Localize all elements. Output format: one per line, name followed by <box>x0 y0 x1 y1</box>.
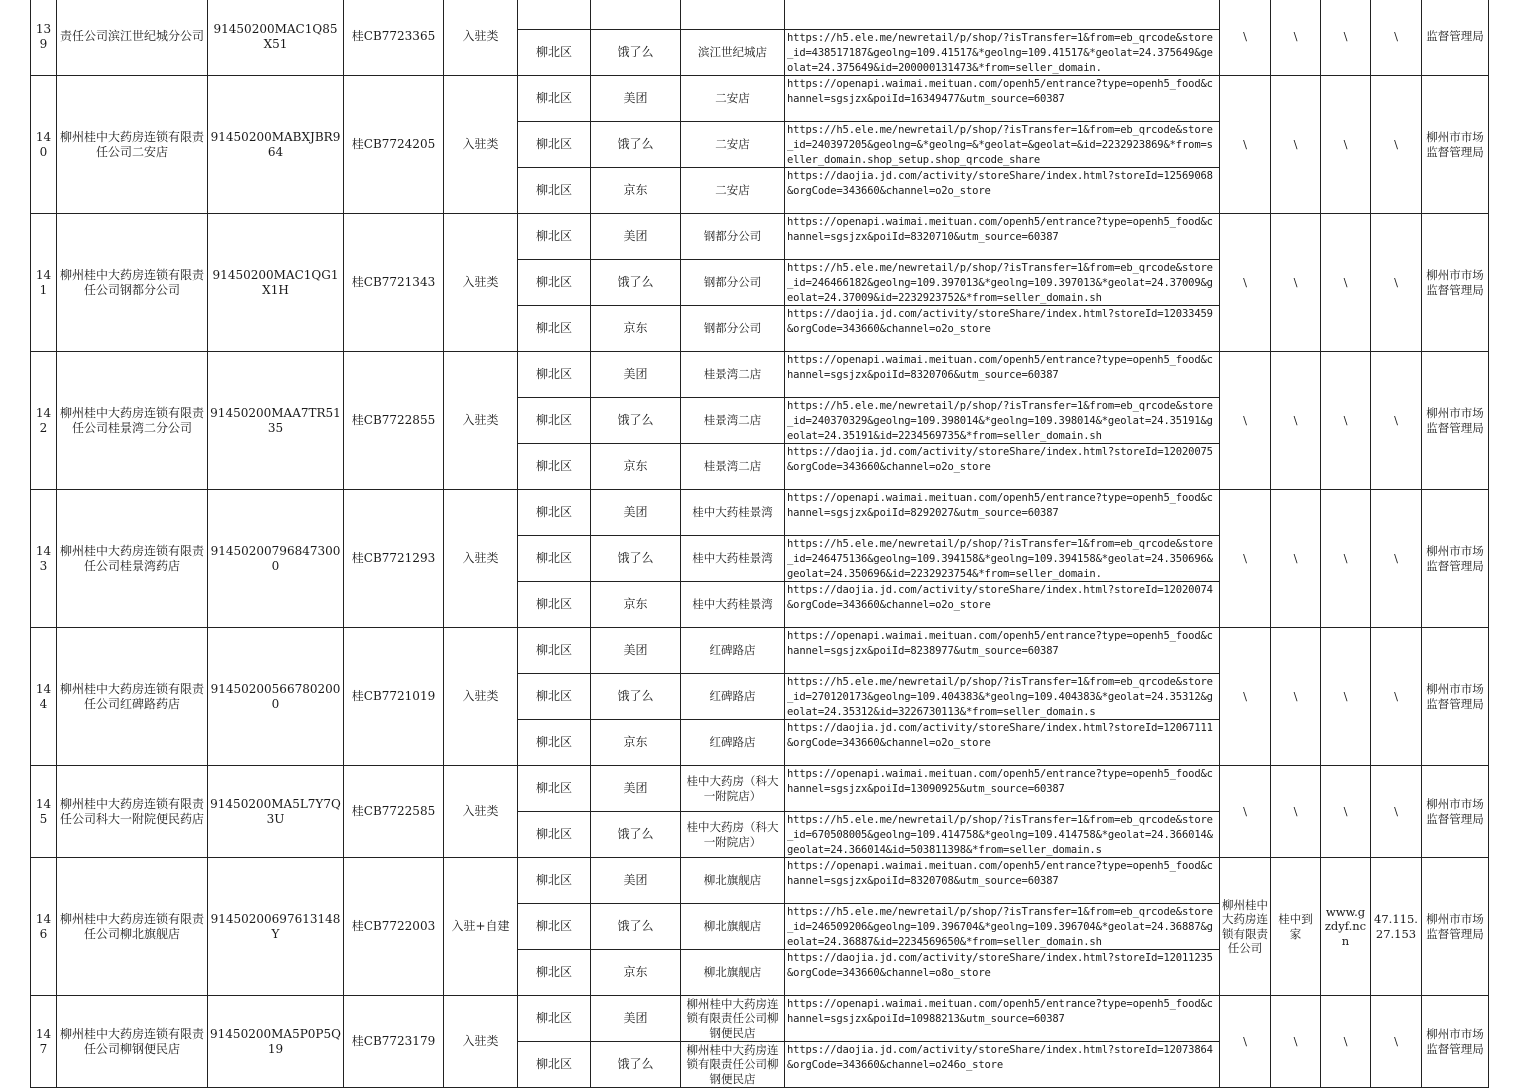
store-url-link[interactable] <box>787 0 1218 29</box>
cell-self-op-ip: \ <box>1371 0 1422 76</box>
cell-company-name: 柳州桂中大药房连锁有限责任公司桂景湾二分公司 <box>57 352 208 490</box>
cell-district: 柳北区 <box>518 858 591 904</box>
cell-self-op-company: \ <box>1220 352 1271 490</box>
cell-store-name: 滨江世纪城店 <box>681 30 785 76</box>
cell-platform: 京东 <box>591 444 681 490</box>
cell-self-op-name: \ <box>1271 490 1321 628</box>
cell-seq-no: 147 <box>31 996 57 1088</box>
cell-self-op-domain: \ <box>1321 996 1371 1088</box>
cell-store-url <box>785 352 1220 398</box>
cell-authority: 柳州市市场监督管理局 <box>1422 766 1489 858</box>
cell-platform: 饿了么 <box>591 674 681 720</box>
cell-store-url <box>785 214 1220 260</box>
cell-district: 柳北区 <box>518 490 591 536</box>
cell-platform: 京东 <box>591 950 681 996</box>
cell-authority: 柳州市市场监督管理局 <box>1422 76 1489 214</box>
cell-store-name: 二安店 <box>681 122 785 168</box>
cell-store-name: 桂景湾二店 <box>681 444 785 490</box>
cell-seq-no: 139 <box>31 0 57 76</box>
cell-license-no: 桂CB7723179 <box>344 996 444 1088</box>
cell-seq-no: 142 <box>31 352 57 490</box>
table-row <box>31 352 1489 398</box>
cell-license-no: 桂CB7723365 <box>344 0 444 76</box>
cell-company-name: 柳州桂中大药房连锁有限责任公司红碑路药店 <box>57 628 208 766</box>
cell-company-name: 柳州桂中大药房连锁有限责任公司柳北旗舰店 <box>57 858 208 996</box>
cell-license-no: 桂CB7722003 <box>344 858 444 996</box>
cell-store-url <box>785 720 1220 766</box>
store-url-link[interactable]: https://daojia.jd.com/activity/storeShare/index.html?storeId=12020075&orgCode=343660&channel=o2o_store <box>787 446 1213 473</box>
cell-store-name: 钢都分公司 <box>681 214 785 260</box>
cell-seq-no: 143 <box>31 490 57 628</box>
cell-credit-code: 914502005667802000 <box>208 628 344 766</box>
cell-seq-no: 140 <box>31 76 57 214</box>
store-url-link[interactable]: https://openapi.waimai.meituan.com/openh5/entrance?type=openh5_food&channel=sgsjzx&poiId=8320706&utm_source=60387 <box>787 354 1213 381</box>
cell-company-name: 柳州桂中大药房连锁有限责任公司二安店 <box>57 76 208 214</box>
cell-platform: 京东 <box>591 306 681 352</box>
cell-district: 柳北区 <box>518 444 591 490</box>
cell-platform: 饿了么 <box>591 1042 681 1088</box>
cell-district: 柳北区 <box>518 720 591 766</box>
cell-store-url <box>785 858 1220 904</box>
cell-authority: 柳州市市场监督管理局 <box>1422 858 1489 996</box>
cell-authority: 柳州市市场监督管理局 <box>1422 214 1489 352</box>
cell-self-op-ip: \ <box>1371 76 1422 214</box>
cell-credit-code: 91450200697613148Y <box>208 858 344 996</box>
cell-store-type: 入驻类 <box>444 490 518 628</box>
cell-platform <box>591 0 681 30</box>
cell-district: 柳北区 <box>518 30 591 76</box>
cell-platform: 饿了么 <box>591 398 681 444</box>
cell-district: 柳北区 <box>518 628 591 674</box>
cell-store-name: 钢都分公司 <box>681 306 785 352</box>
cell-self-op-ip: \ <box>1371 214 1422 352</box>
store-url-link[interactable]: https://daojia.jd.com/activity/storeShare/index.html?storeId=12033459&orgCode=343660&channel=o2o_store <box>787 308 1213 335</box>
store-url-link[interactable]: https://h5.ele.me/newretail/p/shop/?isTransfer=1&from=eb_qrcode&store_id=246509206&geolng=109.396704&*geolng=109.396704&*geolat=24.36887&geolat=24.36887&id=2234569650&*from=seller_domain.sh <box>787 906 1213 948</box>
store-url-link[interactable]: https://daojia.jd.com/activity/storeShare/index.html?storeId=12067111&orgCode=343660&channel=o2o_store <box>787 722 1213 749</box>
cell-store-url <box>785 1042 1220 1088</box>
store-registry-table <box>30 0 1489 1088</box>
cell-self-op-company: \ <box>1220 766 1271 858</box>
cell-store-name: 桂景湾二店 <box>681 398 785 444</box>
store-url-link[interactable]: https://openapi.waimai.meituan.com/openh5/entrance?type=openh5_food&channel=sgsjzx&poiId=8320708&utm_source=60387 <box>787 860 1213 887</box>
cell-self-op-company: \ <box>1220 76 1271 214</box>
cell-self-op-ip: \ <box>1371 628 1422 766</box>
cell-store-url <box>785 76 1220 122</box>
cell-authority: 柳州市市场监督管理局 <box>1422 996 1489 1088</box>
cell-store-url <box>785 628 1220 674</box>
cell-company-name: 柳州桂中大药房连锁有限责任公司科大一附院便民药店 <box>57 766 208 858</box>
table-row <box>31 628 1489 674</box>
cell-platform: 饿了么 <box>591 904 681 950</box>
cell-district <box>518 0 591 30</box>
cell-company-name: 柳州桂中大药房连锁有限责任公司桂景湾药店 <box>57 490 208 628</box>
cell-platform: 京东 <box>591 168 681 214</box>
cell-store-url <box>785 904 1220 950</box>
cell-district: 柳北区 <box>518 904 591 950</box>
table-row <box>31 0 1489 30</box>
cell-store-type: 入驻类 <box>444 766 518 858</box>
cell-store-url <box>785 398 1220 444</box>
cell-self-op-domain: \ <box>1321 490 1371 628</box>
cell-platform: 美团 <box>591 766 681 812</box>
store-url-link[interactable]: https://openapi.waimai.meituan.com/openh5/entrance?type=openh5_food&channel=sgsjzx&poiId=16349477&utm_source=60387 <box>787 78 1213 105</box>
cell-platform: 饿了么 <box>591 812 681 858</box>
cell-store-name: 柳州桂中大药房连锁有限责任公司柳钢便民店 <box>681 1042 785 1088</box>
cell-district: 柳北区 <box>518 306 591 352</box>
cell-credit-code: 91450200MAA7TR5135 <box>208 352 344 490</box>
cell-district: 柳北区 <box>518 352 591 398</box>
cell-store-url <box>785 122 1220 168</box>
cell-self-op-domain: \ <box>1321 628 1371 766</box>
cell-self-op-company: \ <box>1220 996 1271 1088</box>
cell-self-op-domain: \ <box>1321 766 1371 858</box>
store-url-link[interactable]: https://daojia.jd.com/activity/storeShare/index.html?storeId=12569068&orgCode=343660&channel=o2o_store <box>787 170 1213 197</box>
cell-seq-no: 144 <box>31 628 57 766</box>
cell-store-url <box>785 260 1220 306</box>
cell-platform: 饿了么 <box>591 122 681 168</box>
cell-self-op-name: \ <box>1271 628 1321 766</box>
cell-self-op-ip: \ <box>1371 490 1422 628</box>
cell-district: 柳北区 <box>518 582 591 628</box>
cell-self-op-name: \ <box>1271 76 1321 214</box>
cell-store-url <box>785 444 1220 490</box>
cell-self-op-name: 桂中到家 <box>1271 858 1321 996</box>
cell-store-type: 入驻类 <box>444 352 518 490</box>
cell-self-op-company: \ <box>1220 0 1271 76</box>
cell-store-name: 二安店 <box>681 168 785 214</box>
cell-self-op-company: 柳州桂中大药房连锁有限责任公司 <box>1220 858 1271 996</box>
cell-store-url <box>785 582 1220 628</box>
cell-store-url <box>785 766 1220 812</box>
cell-store-name: 柳北旗舰店 <box>681 950 785 996</box>
cell-store-type: 入驻类 <box>444 628 518 766</box>
cell-district: 柳北区 <box>518 1042 591 1088</box>
cell-platform: 美团 <box>591 352 681 398</box>
cell-store-url <box>785 30 1220 76</box>
cell-store-url <box>785 996 1220 1042</box>
cell-district: 柳北区 <box>518 674 591 720</box>
cell-self-op-name: \ <box>1271 352 1321 490</box>
cell-store-type: 入驻类 <box>444 214 518 352</box>
cell-store-url <box>785 812 1220 858</box>
cell-self-op-ip: 47.115.27.153 <box>1371 858 1422 996</box>
cell-platform: 美团 <box>591 628 681 674</box>
spreadsheet-page <box>30 0 1488 1086</box>
cell-district: 柳北区 <box>518 76 591 122</box>
cell-platform: 京东 <box>591 582 681 628</box>
cell-store-type: 入驻类 <box>444 996 518 1088</box>
cell-company-name: 柳州桂中大药房连锁有限责任公司钢都分公司 <box>57 214 208 352</box>
store-url-link[interactable]: https://h5.ele.me/newretail/p/shop/?isTransfer=1&from=eb_qrcode&store_id=670508005&geolng=109.414758&*geolng=109.414758&*geolat=24.366014&geolat=24.366014&id=503811398&*from=seller_domain.s <box>787 814 1213 856</box>
cell-self-op-ip: \ <box>1371 996 1422 1088</box>
cell-self-op-name: \ <box>1271 996 1321 1088</box>
cell-self-op-company: \ <box>1220 490 1271 628</box>
cell-store-name: 红碑路店 <box>681 674 785 720</box>
cell-store-name: 桂中大药房（科大一附院店） <box>681 766 785 812</box>
cell-license-no: 桂CB7722855 <box>344 352 444 490</box>
cell-district: 柳北区 <box>518 950 591 996</box>
cell-store-url <box>785 536 1220 582</box>
cell-seq-no: 141 <box>31 214 57 352</box>
store-url-link[interactable]: https://daojia.jd.com/activity/storeShare/index.html?storeId=12020074&orgCode=343660&channel=o2o_store <box>787 584 1213 611</box>
cell-self-op-company: \ <box>1220 214 1271 352</box>
cell-store-type: 入驻类 <box>444 0 518 76</box>
cell-license-no: 桂CB7722585 <box>344 766 444 858</box>
cell-district: 柳北区 <box>518 398 591 444</box>
cell-district: 柳北区 <box>518 260 591 306</box>
store-url-link[interactable]: https://openapi.waimai.meituan.com/openh5/entrance?type=openh5_food&channel=sgsjzx&poiId=10988213&utm_source=60387 <box>787 998 1213 1025</box>
cell-company-name: 责任公司滨江世纪城分公司 <box>57 0 208 76</box>
cell-self-op-domain: www.gzdyf.ncn <box>1321 858 1371 996</box>
store-url-link[interactable]: https://h5.ele.me/newretail/p/shop/?isTransfer=1&from=eb_qrcode&store_id=246466182&geolng=109.397013&*geolng=109.397013&*geolat=24.37009&geolat=24.37009&id=2232923752&*from=seller_domain.sh <box>787 262 1213 304</box>
cell-license-no: 桂CB7721343 <box>344 214 444 352</box>
table-row <box>31 76 1489 122</box>
cell-license-no: 桂CB7721019 <box>344 628 444 766</box>
cell-district: 柳北区 <box>518 536 591 582</box>
cell-store-name: 柳北旗舰店 <box>681 858 785 904</box>
cell-platform: 饿了么 <box>591 536 681 582</box>
cell-store-name: 桂中大药桂景湾 <box>681 582 785 628</box>
cell-credit-code: 91450200MA5L7Y7Q3U <box>208 766 344 858</box>
cell-platform: 美团 <box>591 214 681 260</box>
store-url-link[interactable]: https://daojia.jd.com/activity/storeShare/index.html?storeId=12073864&orgCode=343660&channel=o246o_store <box>787 1044 1213 1071</box>
cell-self-op-ip: \ <box>1371 352 1422 490</box>
cell-self-op-domain: \ <box>1321 214 1371 352</box>
store-url-link[interactable]: https://h5.ele.me/newretail/p/shop/?isTransfer=1&from=eb_qrcode&store_id=240397205&geolng=&*geolng=&*geolat=&geolat=&id=2232923869&*from=seller_domain.shop_setup.shop_qrcode_share <box>787 124 1213 166</box>
cell-self-op-domain: \ <box>1321 0 1371 76</box>
cell-district: 柳北区 <box>518 214 591 260</box>
cell-authority: 柳州市市场监督管理局 <box>1422 352 1489 490</box>
cell-store-name: 钢都分公司 <box>681 260 785 306</box>
cell-platform: 饿了么 <box>591 30 681 76</box>
cell-store-name: 二安店 <box>681 76 785 122</box>
cell-self-op-name: \ <box>1271 766 1321 858</box>
table-row <box>31 996 1489 1042</box>
cell-platform: 美团 <box>591 858 681 904</box>
cell-license-no: 桂CB7721293 <box>344 490 444 628</box>
cell-self-op-ip: \ <box>1371 766 1422 858</box>
cell-district: 柳北区 <box>518 122 591 168</box>
cell-store-url <box>785 168 1220 214</box>
cell-seq-no: 146 <box>31 858 57 996</box>
cell-store-url <box>785 306 1220 352</box>
cell-district: 柳北区 <box>518 766 591 812</box>
store-url-link[interactable]: https://h5.ele.me/newretail/p/shop/?isTransfer=1&from=eb_qrcode&store_id=246475136&geolng=109.394158&*geolng=109.394158&*geolat=24.350696&geolat=24.350696&id=2232923754&*from=seller_domain. <box>787 538 1213 580</box>
cell-credit-code: 91450200MABXJBR964 <box>208 76 344 214</box>
cell-store-url <box>785 490 1220 536</box>
cell-credit-code: 91450200MAC1QG1X1H <box>208 214 344 352</box>
store-url-link[interactable]: https://openapi.waimai.meituan.com/openh5/entrance?type=openh5_food&channel=sgsjzx&poiId=8292027&utm_source=60387 <box>787 492 1213 519</box>
cell-self-op-domain: \ <box>1321 352 1371 490</box>
cell-platform: 美团 <box>591 76 681 122</box>
cell-credit-code: 914502007968473000 <box>208 490 344 628</box>
cell-credit-code: 91450200MA5P0P5Q19 <box>208 996 344 1088</box>
store-url-link[interactable]: https://openapi.waimai.meituan.com/openh5/entrance?type=openh5_food&channel=sgsjzx&poiId=8238977&utm_source=60387 <box>787 630 1213 657</box>
cell-authority: 柳州市市场监督管理局 <box>1422 628 1489 766</box>
table-row <box>31 766 1489 812</box>
store-url-link[interactable]: https://daojia.jd.com/activity/storeShare/index.html?storeId=12011235&orgCode=343660&channel=o8o_store <box>787 952 1213 979</box>
cell-store-name: 桂中大药房（科大一附院店） <box>681 812 785 858</box>
cell-self-op-name: \ <box>1271 0 1321 76</box>
cell-credit-code: 91450200MAC1Q85X51 <box>208 0 344 76</box>
store-url-link[interactable]: https://h5.ele.me/newretail/p/shop/?isTransfer=1&from=eb_qrcode&store_id=438517187&geolng=109.41517&*geolng=109.41517&*geolat=24.375649&geolat=24.375649&id=200000131473&*from=seller_domain. <box>787 32 1213 74</box>
cell-store-url <box>785 674 1220 720</box>
table-row <box>31 858 1489 904</box>
cell-self-op-domain: \ <box>1321 76 1371 214</box>
cell-district: 柳北区 <box>518 168 591 214</box>
cell-store-url <box>785 0 1220 30</box>
cell-store-name: 桂景湾二店 <box>681 352 785 398</box>
cell-store-name: 桂中大药桂景湾 <box>681 490 785 536</box>
cell-store-name: 红碑路店 <box>681 628 785 674</box>
cell-license-no: 桂CB7724205 <box>344 76 444 214</box>
cell-platform: 京东 <box>591 720 681 766</box>
store-url-link[interactable]: https://openapi.waimai.meituan.com/openh5/entrance?type=openh5_food&channel=sgsjzx&poiId=13090925&utm_source=60387 <box>787 768 1213 795</box>
cell-store-name: 红碑路店 <box>681 720 785 766</box>
cell-district: 柳北区 <box>518 996 591 1042</box>
cell-self-op-company: \ <box>1220 628 1271 766</box>
cell-platform: 饿了么 <box>591 260 681 306</box>
cell-authority: 监督管理局 <box>1422 0 1489 76</box>
store-url-link[interactable]: https://openapi.waimai.meituan.com/openh5/entrance?type=openh5_food&channel=sgsjzx&poiId=8320710&utm_source=60387 <box>787 216 1213 243</box>
table-row <box>31 490 1489 536</box>
cell-self-op-name: \ <box>1271 214 1321 352</box>
cell-store-type: 入驻类 <box>444 76 518 214</box>
table-row <box>31 214 1489 260</box>
cell-district: 柳北区 <box>518 812 591 858</box>
cell-seq-no: 145 <box>31 766 57 858</box>
cell-platform: 美团 <box>591 490 681 536</box>
store-url-link[interactable]: https://h5.ele.me/newretail/p/shop/?isTransfer=1&from=eb_qrcode&store_id=240370329&geolng=109.398014&*geolng=109.398014&*geolat=24.35191&geolat=24.35191&id=2234569735&*from=seller_domain.sh <box>787 400 1213 442</box>
store-url-link[interactable]: https://h5.ele.me/newretail/p/shop/?isTransfer=1&from=eb_qrcode&store_id=270120173&geolng=109.404383&*geolng=109.404383&*geolat=24.35312&geolat=24.35312&id=3226730113&*from=seller_domain.s <box>787 676 1213 718</box>
cell-company-name: 柳州桂中大药房连锁有限责任公司柳钢便民店 <box>57 996 208 1088</box>
cell-store-type: 入驻+自建 <box>444 858 518 996</box>
cell-store-url <box>785 950 1220 996</box>
cell-store-name: 柳北旗舰店 <box>681 904 785 950</box>
cell-store-name: 柳州桂中大药房连锁有限责任公司柳钢便民店 <box>681 996 785 1042</box>
cell-store-name: 桂中大药桂景湾 <box>681 536 785 582</box>
cell-authority: 柳州市市场监督管理局 <box>1422 490 1489 628</box>
cell-platform: 美团 <box>591 996 681 1042</box>
cell-store-name <box>681 0 785 30</box>
